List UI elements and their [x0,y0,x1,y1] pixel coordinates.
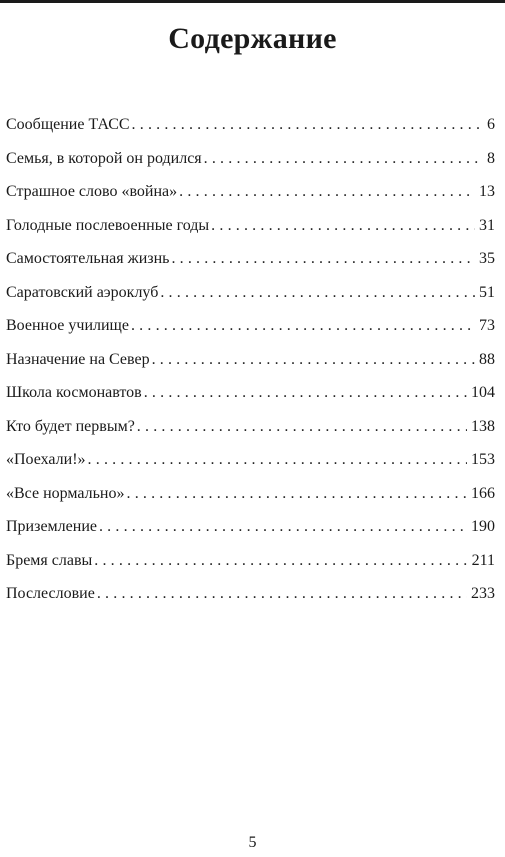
top-rule [0,0,505,3]
toc-entry[interactable] [6,384,495,418]
toc-entry-page: 153 [471,451,495,468]
toc-entry[interactable] [6,518,495,552]
toc-dot-leader [88,451,467,469]
toc-entry-title: Школа космонавтов [6,384,142,401]
toc-entry[interactable] [6,552,495,586]
toc-entry-title: Послесловие [6,585,95,602]
toc-dot-leader [99,518,467,536]
toc-entry-page: 13 [479,183,495,200]
toc-entry-title: Приземление [6,518,97,535]
toc-entry[interactable] [6,250,495,284]
toc-entry-title: Назначение на Север [6,350,150,368]
toc-entry-page: 6 [487,116,495,133]
toc-entry-page: 8 [487,149,495,167]
toc-dot-leader [211,217,475,235]
toc-dot-leader [127,485,468,503]
toc-entry[interactable] [6,351,495,385]
toc-entry-page: 73 [479,317,495,334]
toc-entry-title: Военное училище [6,317,129,334]
toc-entry-title: Семья, в которой он родился [6,149,202,167]
toc-entry[interactable] [6,116,495,150]
toc-dot-leader [204,150,483,168]
toc-entry-title: Бремя славы [6,551,93,569]
toc-entry-page: 166 [471,484,495,502]
toc-entry[interactable] [6,418,495,452]
toc-dot-leader [132,116,483,134]
toc-dot-leader [152,351,475,369]
toc-dot-leader [137,418,467,436]
toc-dot-leader [94,552,467,570]
toc-entry-page: 88 [479,350,495,368]
toc-dot-leader [171,250,475,268]
toc-entry-page: 51 [479,283,495,301]
toc-entry-page: 233 [471,585,495,602]
toc-entry[interactable] [6,217,495,251]
toc-entry-title: Голодные послевоенные годы [6,216,210,234]
toc-dot-leader [97,585,467,603]
toc-entry[interactable] [6,317,495,351]
toc-dot-leader [144,384,467,402]
toc-entry-title: Самостоятельная жизнь [6,250,170,267]
toc-entry[interactable] [6,284,495,318]
toc-dot-leader [179,183,475,201]
toc-entry-title: «Все нормально» [6,484,125,502]
page-title: Содержание [168,22,337,55]
toc-dot-leader [160,284,475,302]
page-number: 5 [248,834,257,851]
toc-entry-title: Сообщение ТАСС [6,116,130,133]
toc-entry[interactable] [6,585,495,619]
toc-entry-page: 211 [471,551,495,569]
table-of-contents [6,116,495,619]
toc-entry-title: Саратовский аэроклуб [6,283,159,301]
toc-entry-page: 104 [471,384,495,401]
toc-entry-title: «Поехали!» [6,451,86,468]
toc-entry[interactable] [6,451,495,485]
toc-entry[interactable] [6,485,495,519]
toc-entry-page: 35 [479,250,495,267]
toc-entry-page: 31 [479,216,495,234]
toc-entry-page: 190 [471,518,495,535]
toc-entry-title: Кто будет первым? [6,417,135,435]
toc-entry-page: 138 [471,417,495,435]
toc-dot-leader [131,317,475,335]
toc-entry-title: Страшное слово «война» [6,183,178,200]
toc-entry[interactable] [6,150,495,184]
toc-entry[interactable] [6,183,495,217]
